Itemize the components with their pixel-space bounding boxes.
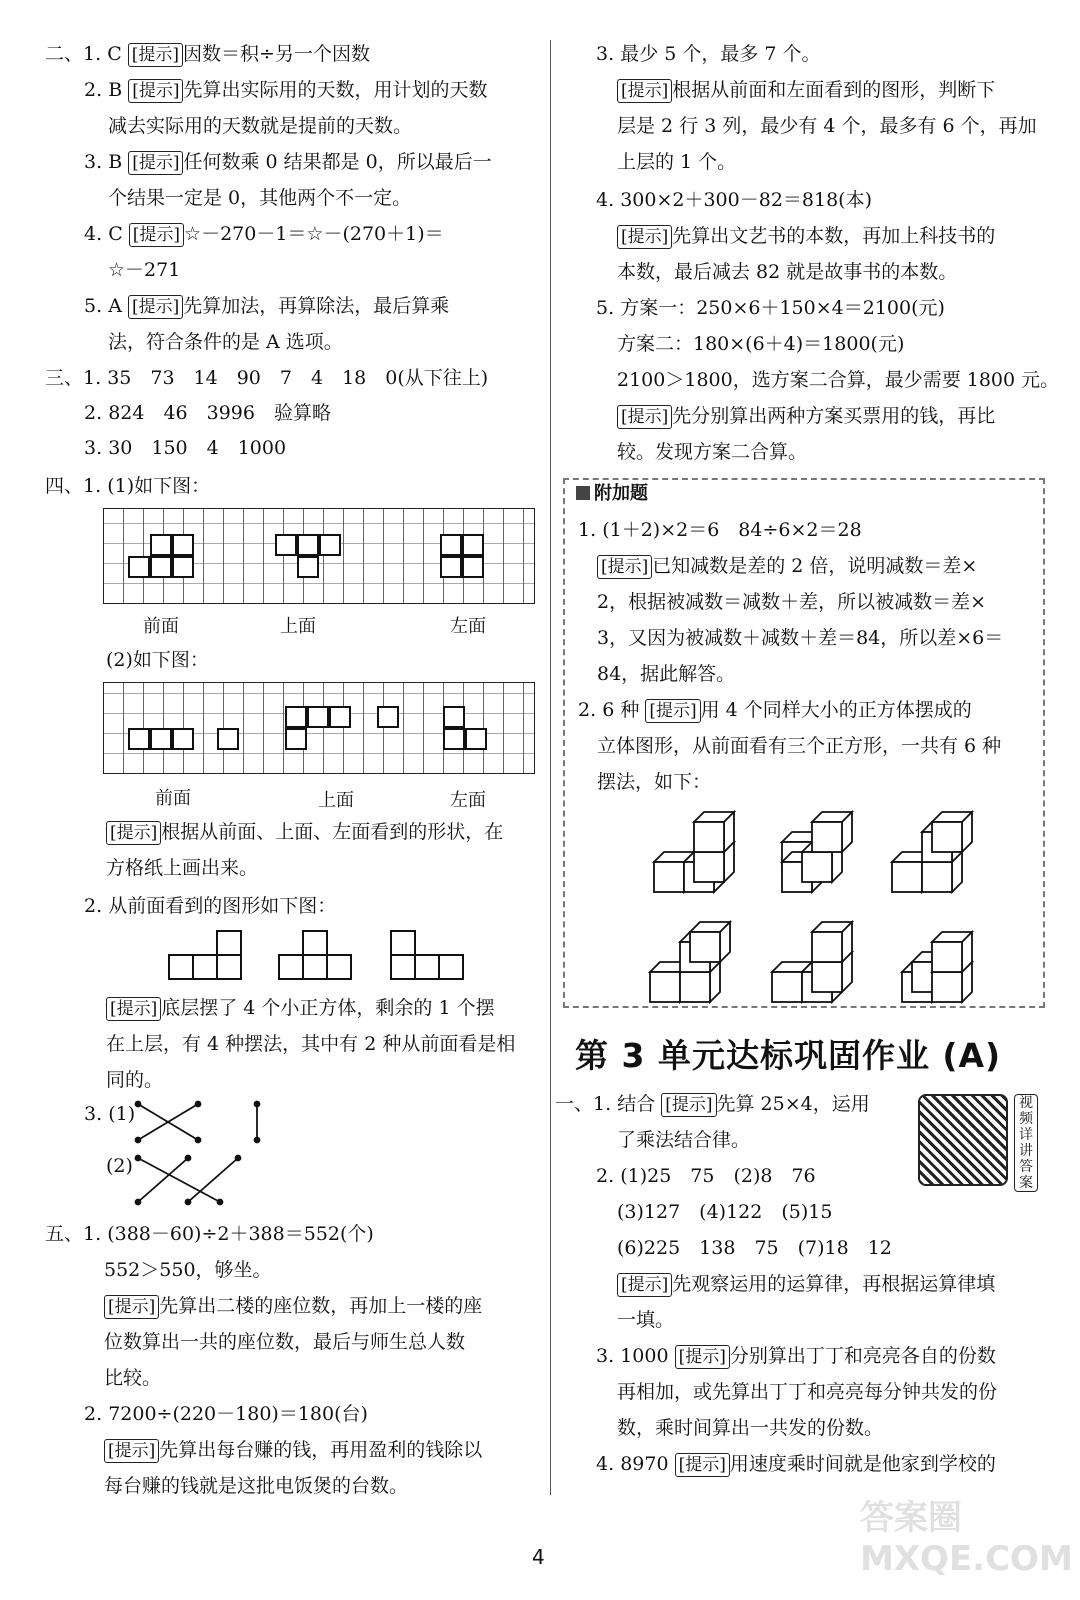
hint-text: 数，乘时间算出一共发的份数。: [617, 1417, 884, 1439]
hint-line: [597, 550, 977, 582]
s5-q2-tip: [104, 1434, 482, 1466]
answer: (2)如下图：: [106, 649, 209, 671]
hint-text: 先算出实际用的天数，用计划的天数: [183, 79, 488, 101]
hint-line: [617, 220, 995, 252]
question-number: 2.: [578, 699, 597, 721]
book-icon: [576, 486, 590, 500]
answer: 35 73 14 90 7 4 18 0(从下往上): [107, 367, 489, 389]
sub-label: (1): [108, 1103, 136, 1125]
cube-figure-2: [782, 812, 852, 892]
cube-arrangements: [640, 800, 1030, 1010]
s2-q4: [84, 218, 444, 250]
answer: 8970: [620, 1453, 669, 1475]
s4-tip1: [106, 816, 503, 848]
hint-tag: [提示]: [617, 79, 672, 103]
hint-text: 在上层，有 4 种摆法，其中有 2 种从前面看是相: [106, 1033, 516, 1055]
s2-q5: [84, 290, 449, 322]
sub-label: (2): [106, 1155, 133, 1177]
answer: 方案二：180×(6＋4)＝1800(元): [617, 333, 905, 355]
cube-figure-3: [892, 812, 972, 892]
hint-text: 已知减数是差的 2 倍，说明减数＝差×: [652, 555, 978, 577]
hint-text: 2，根据被减数＝减数＋差，所以被减数＝差×: [597, 591, 987, 613]
hint-tag: [提示]: [128, 295, 183, 319]
match-line: [138, 1158, 220, 1202]
watermark: [860, 1490, 1080, 1579]
page-number: 4: [532, 1545, 545, 1569]
answer: 552＞550，够坐。: [104, 1259, 272, 1281]
hint-text: 摆法，如下：: [597, 771, 712, 793]
caption-top: 上面: [318, 790, 354, 811]
question-number: 3.: [596, 43, 615, 65]
hint-tag: [提示]: [106, 821, 161, 845]
watermark-text: 答案圈 MXQE.COM: [860, 1498, 1073, 1579]
answer: 最少 5 个，最多 7 个。: [620, 43, 821, 65]
hint-tag: [提示]: [645, 699, 700, 723]
question-number: 3.: [84, 151, 103, 173]
question-number: 五、1.: [45, 1223, 102, 1245]
s2-q3: [84, 146, 492, 178]
hint-text: 个结果一定是 0，其他两个不一定。: [108, 187, 412, 209]
cube-figure-1: [654, 812, 734, 892]
caption-front: 前面: [143, 616, 179, 637]
answer: 300×2＋300－82＝818(本): [620, 189, 872, 211]
u-q2: [596, 1160, 816, 1192]
question-number: 2.: [84, 79, 103, 101]
question-number: 4.: [596, 189, 615, 211]
hint-tag: [提示]: [129, 223, 184, 247]
unit-heading: 第 3 单元达标巩固作业 (A): [575, 1036, 1002, 1075]
hint-text: 了乘法结合律。: [617, 1129, 751, 1151]
hint-text: ☆－270－1＝☆－(270＋1)＝: [184, 223, 444, 245]
r-q5: [596, 292, 945, 324]
u-q3: [596, 1340, 996, 1372]
hint-text: 方格纸上画出来。: [106, 857, 259, 879]
hint-text: 本数，最后减去 82 就是故事书的本数。: [617, 261, 958, 283]
answer: A: [108, 295, 122, 317]
question-number: 2.: [84, 1403, 103, 1425]
hint-text: 上层的 1 个。: [617, 151, 737, 173]
r-q3: [596, 38, 821, 70]
hint-text: 因数＝积÷另一个因数: [183, 43, 370, 65]
hint-text: 先算出文艺书的本数，再加上科技书的: [672, 225, 996, 247]
answer: (1＋2)×2＝6 84÷6×2＝28: [602, 519, 862, 541]
answer: 方案一：250×6＋150×4＝2100(元): [620, 297, 945, 319]
hint-text: 先算出二楼的座位数，再加上一楼的座: [159, 1295, 483, 1317]
question-number: 3.: [84, 1103, 103, 1125]
s5-q1: [45, 1218, 374, 1250]
hint-tag: [提示]: [106, 997, 161, 1021]
s3-q3: [84, 432, 286, 464]
cube-figure-6: [902, 932, 972, 1002]
answer: (388－60)÷2＋388＝552(个): [107, 1223, 374, 1245]
hint-text: 较。发现方案二合算。: [617, 441, 808, 463]
hint-tag: [提示]: [128, 79, 183, 103]
hint-text: 3，又因为被减数＋减数＋差＝84，所以差×6＝: [597, 627, 1004, 649]
s5-q2: [84, 1398, 368, 1430]
s3-q2: [84, 397, 331, 429]
question-number: 2.: [84, 402, 103, 424]
extra-title: [576, 478, 648, 510]
s3-q1: [45, 362, 488, 394]
answer: C: [108, 223, 123, 245]
answer: (1)25 75 (2)8 76: [620, 1165, 816, 1187]
caption-top: 上面: [280, 616, 316, 637]
question-number: 5.: [596, 297, 615, 319]
answer: 7200÷(220－180)＝180(台): [108, 1403, 368, 1425]
hint-text: 再相加，或先算出丁丁和亮亮每分钟共发的份: [617, 1381, 998, 1403]
matching-lines: [120, 1090, 280, 1215]
s4-q1: [45, 470, 210, 502]
hint-text: 同的。: [106, 1069, 164, 1091]
hint-text: 立体图形，从前面看有三个正方形，一共有 6 种: [597, 735, 1002, 757]
caption-front: 前面: [155, 788, 191, 809]
hint-text: 任何数乘 0 结果都是 0，所以最后一: [183, 151, 492, 173]
hint-text: 先算出每台赚的钱，再用盈利的钱除以: [159, 1439, 483, 1461]
answer: 30 150 4 1000: [108, 437, 287, 459]
hint-text: 每台赚的钱就是这批电饭煲的台数。: [104, 1475, 409, 1497]
hint-text: 先算加法，再算除法，最后算乘: [183, 295, 450, 317]
question-number: 1.: [578, 519, 597, 541]
question-number: 一、1.: [555, 1093, 612, 1115]
answer: 2100＞1800，选方案二合算，最少需要 1800 元。: [617, 369, 1060, 391]
column-divider: [550, 40, 551, 1495]
hint-text: 先算 25×4，运用: [716, 1093, 870, 1115]
hint-tag: [提示]: [675, 1345, 730, 1369]
hint-tag: [提示]: [128, 151, 183, 175]
match-line: [188, 1158, 238, 1202]
hint-text: 一填。: [617, 1309, 675, 1331]
s4-q2: [84, 890, 336, 922]
s2-q1: [45, 38, 370, 70]
cube-figure-4: [650, 922, 730, 1002]
hint-text: 84，据此解答。: [597, 663, 736, 685]
hint-text: 比较。: [104, 1367, 162, 1389]
hint-tag: [提示]: [661, 1093, 716, 1117]
r-q4: [596, 184, 872, 216]
hint-tag: [提示]: [617, 225, 672, 249]
answer: 从前面看到的图形如下图：: [108, 895, 337, 917]
question-number: 二、1.: [45, 43, 102, 65]
u-q4: [596, 1448, 996, 1480]
question-number: 三、1.: [45, 367, 102, 389]
hint-text: 根据从前面和左面看到的图形，判断下: [672, 79, 996, 101]
answer: 1000: [620, 1345, 669, 1367]
hint-text: 层是 2 行 3 列，最少有 4 个，最多有 6 个，再加: [617, 115, 1037, 137]
answer: 824 46 3996 验算略: [108, 402, 331, 424]
hint-text: 位数算出一共的座位数，最后与师生总人数: [104, 1331, 466, 1353]
qr-label: 视频详讲答案: [1014, 1094, 1038, 1192]
e-q2: [578, 694, 972, 726]
hint-tag: [提示]: [104, 1439, 159, 1463]
hint-tag: [提示]: [597, 555, 652, 579]
hint-text: 先观察运用的运算律，再根据运算律填: [672, 1273, 996, 1295]
caption-left: 左面: [450, 616, 486, 637]
hint-text: 法，符合条件的是 A 选项。: [108, 331, 343, 353]
hint-text: 分别算出丁丁和亮亮各自的份数: [729, 1345, 996, 1367]
question-number: 4.: [84, 223, 103, 245]
s2-q2: [84, 74, 487, 106]
hint-text: ☆－271: [108, 259, 181, 281]
hint-text: 减去实际用的天数就是提前的天数。: [108, 115, 413, 137]
hint-text: 用速度乘时间就是他家到学校的: [729, 1453, 996, 1475]
s5-q1-tip: [104, 1290, 482, 1322]
hint-text: 底层摆了 4 个小正方体，剩余的 1 个摆: [161, 997, 495, 1019]
question-number: 5.: [84, 295, 103, 317]
hint-tag: [提示]: [617, 1273, 672, 1297]
hint-text: 先分别算出两种方案买票用的钱，再比: [672, 405, 996, 427]
e-q1: [578, 514, 862, 546]
hint-line: [617, 400, 995, 432]
hint-tag: [提示]: [104, 1295, 159, 1319]
hint-line: [617, 74, 995, 106]
answer: (1)如下图：: [107, 475, 211, 497]
question-number: 2.: [596, 1165, 615, 1187]
hint-tag: [提示]: [675, 1453, 730, 1477]
qr-code-icon[interactable]: [918, 1094, 1008, 1186]
question-number: 3.: [596, 1345, 615, 1367]
hint-text: 根据从前面、上面、左面看到的形状，在: [161, 821, 504, 843]
answer: C: [107, 43, 122, 65]
answer: B: [108, 79, 123, 101]
answer: (3)127 (4)122 (5)15: [617, 1201, 833, 1223]
hint-tag: [提示]: [128, 43, 183, 67]
answer: B: [108, 151, 123, 173]
answer: (6)225 138 75 (7)18 12: [617, 1237, 892, 1259]
hint-tag: [提示]: [617, 405, 672, 429]
s4-tip2: [106, 992, 495, 1024]
cube-figure-5: [772, 922, 852, 1002]
hint-line: [617, 1268, 995, 1300]
question-number: 3.: [84, 437, 103, 459]
caption-left: 左面: [450, 790, 486, 811]
question-number: 2.: [84, 895, 103, 917]
hint-text: 用 4 个同样大小的正方体摆成的: [700, 699, 972, 721]
u-q1: [555, 1088, 870, 1120]
question-number: 四、1.: [45, 475, 102, 497]
answer: 结合: [617, 1093, 656, 1115]
extra-title-text: 附加题: [594, 483, 648, 504]
answer: 6 种: [602, 699, 640, 721]
question-number: 4.: [596, 1453, 615, 1475]
